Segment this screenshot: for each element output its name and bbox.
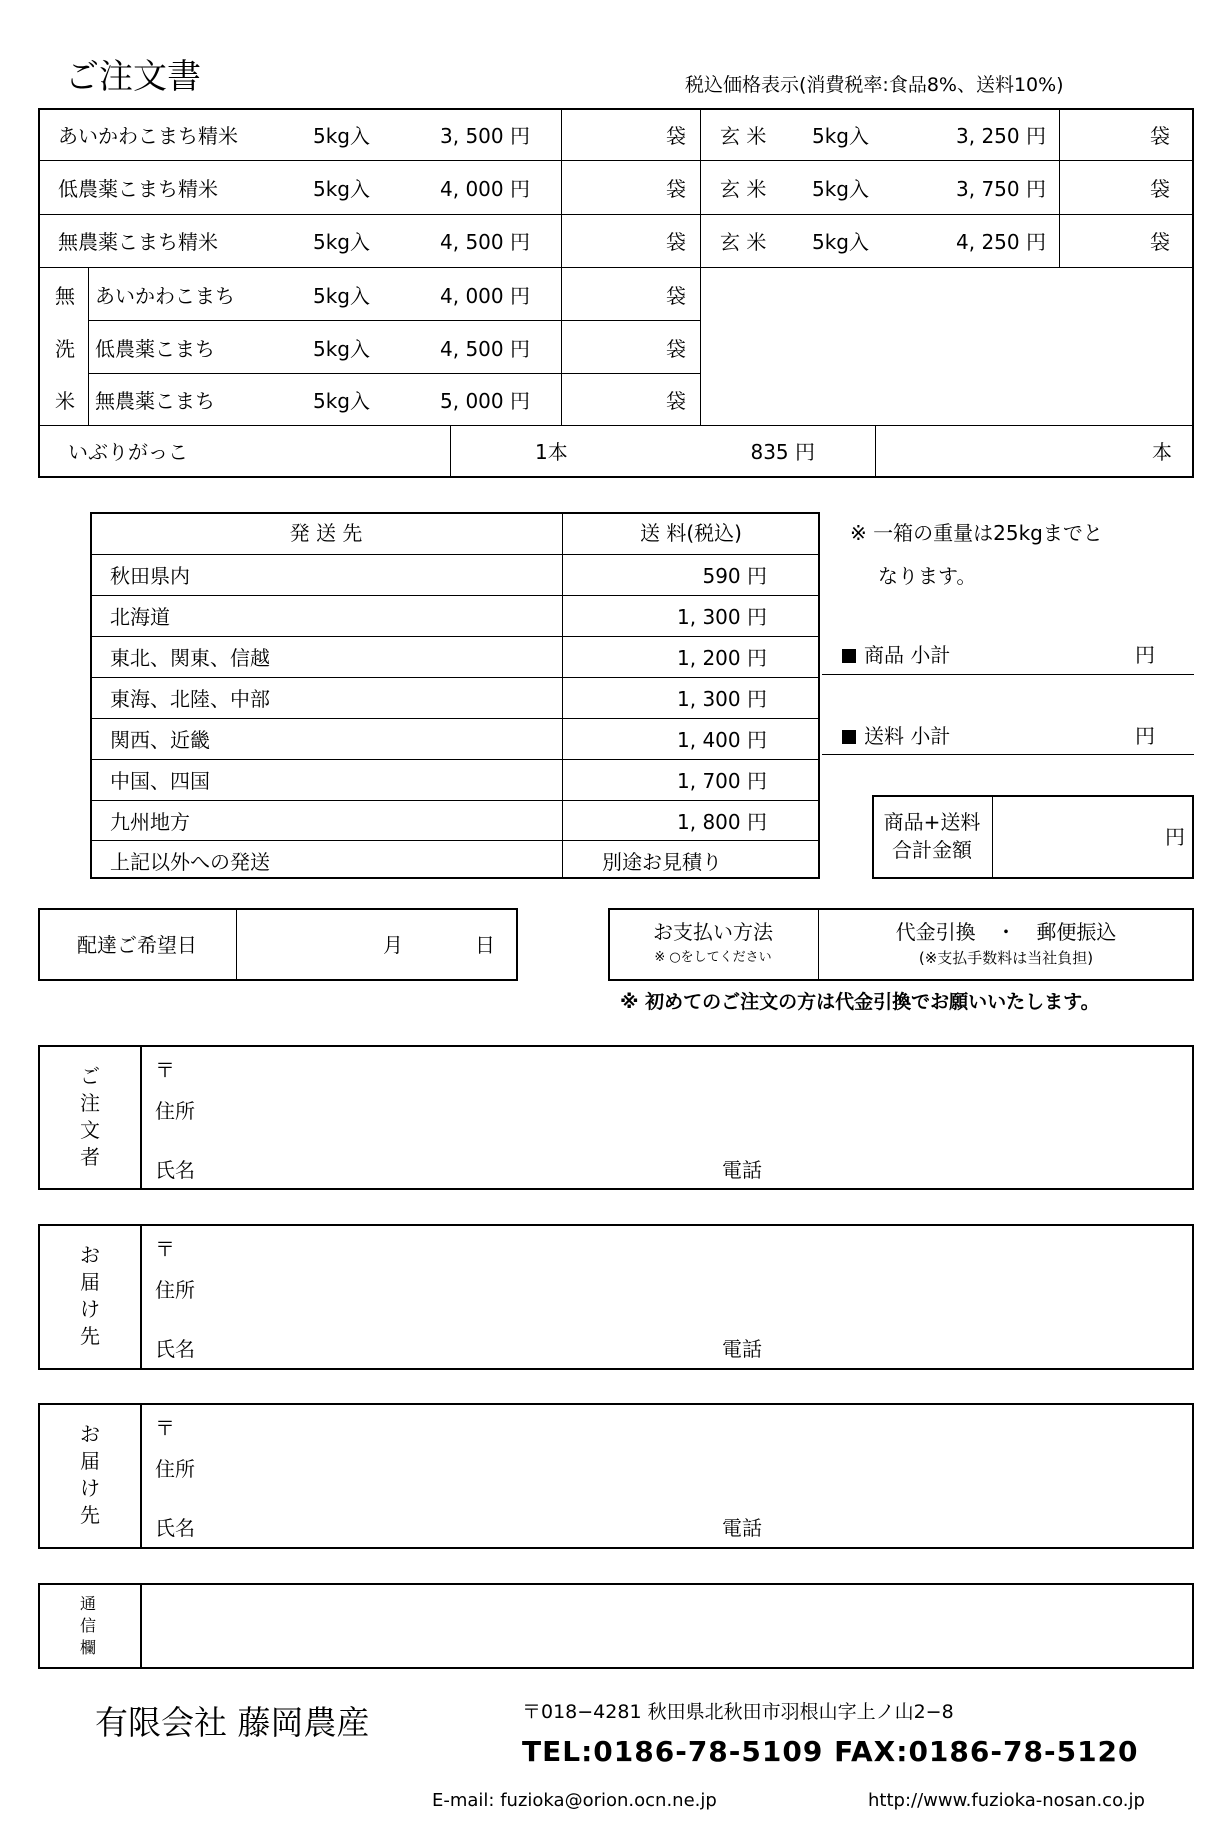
- product-name-seimai-2: 低農薬こまち精米: [58, 177, 218, 201]
- product-size: 5kg入: [812, 124, 870, 148]
- postal-mark: 〒: [155, 1237, 175, 1261]
- shipping-fee: 1, 300 円: [677, 605, 767, 629]
- phone-input[interactable]: [780, 1508, 1170, 1542]
- form-label-char: お: [80, 1422, 100, 1446]
- shipping-subtotal-yen: 円: [1135, 724, 1155, 748]
- name-input[interactable]: [210, 1508, 700, 1542]
- musenmai-label-2: 洗: [55, 337, 75, 361]
- shipping-dest: 中国、四国: [110, 769, 210, 793]
- address-input[interactable]: [210, 1094, 1170, 1128]
- form-label-char: 者: [80, 1145, 100, 1169]
- product-name-genmai-1: 玄 米: [720, 124, 767, 148]
- form-label-char: ご: [80, 1064, 100, 1088]
- address-label: 住所: [155, 1278, 195, 1302]
- square-bullet-icon: [842, 730, 856, 744]
- quantity-input[interactable]: [563, 375, 673, 424]
- payment-options[interactable]: 代金引換 ・ 郵便振込: [895, 920, 1117, 944]
- page-title: ご注文書: [65, 57, 201, 97]
- shipping-dest: 東北、関東、信越: [110, 646, 270, 670]
- total-label-2: 合計金額: [892, 838, 972, 862]
- weight-note: ※ 一箱の重量は25kgまでと: [850, 521, 1103, 545]
- product-size: 5kg入: [313, 230, 371, 254]
- quantity-input[interactable]: [563, 162, 673, 212]
- product-name-genmai-3: 玄 米: [720, 230, 767, 254]
- shipping-fee: 1, 800 円: [677, 810, 767, 834]
- form-label-char: 文: [80, 1118, 100, 1142]
- product-price: 3, 750 円: [956, 177, 1046, 201]
- phone-label: 電話: [722, 1337, 762, 1361]
- shipping-fee: 1, 400 円: [677, 728, 767, 752]
- phone-label: 電話: [722, 1158, 762, 1182]
- phone-input[interactable]: [780, 1329, 1170, 1363]
- total-amount-input[interactable]: [994, 797, 1164, 877]
- payment-label-note: ※ ○をしてください: [654, 950, 772, 965]
- address-label: 住所: [155, 1099, 195, 1123]
- shipping-dest: 北海道: [110, 605, 170, 629]
- company-name: 有限会社 藤岡農産: [95, 1703, 370, 1742]
- comm-label-char: 通: [80, 1594, 97, 1613]
- unit-label: 袋: [666, 177, 686, 201]
- weight-note-2: なります。: [878, 564, 977, 588]
- payment-label: お支払い方法: [653, 920, 773, 944]
- address-input[interactable]: [210, 1273, 1170, 1307]
- name-label: 氏名: [155, 1158, 195, 1182]
- form-label-char: け: [80, 1476, 100, 1500]
- unit-label: 袋: [666, 230, 686, 254]
- delivery-month-input[interactable]: [240, 912, 380, 978]
- product-name-seimai-1: あいかわこまち精米: [58, 124, 238, 148]
- shipping-fee: 1, 300 円: [677, 687, 767, 711]
- shipping-header-fee: 送 料(税込): [640, 521, 742, 545]
- total-yen: 円: [1165, 825, 1185, 849]
- quantity-input[interactable]: [563, 322, 673, 372]
- product-name-musenmai-3: 無農薬こまち: [95, 389, 215, 413]
- name-input[interactable]: [210, 1150, 700, 1184]
- quantity-input[interactable]: [1061, 110, 1151, 158]
- musenmai-label-1: 無: [55, 284, 75, 308]
- musenmai-label-3: 米: [55, 389, 75, 413]
- tax-note: 税込価格表示(消費税率:食品8%、送料10%): [685, 74, 1064, 96]
- product-name-genmai-2: 玄 米: [720, 177, 767, 201]
- name-label: 氏名: [155, 1516, 195, 1540]
- product-price: 5, 000 円: [440, 389, 530, 413]
- unit-label: 袋: [666, 124, 686, 148]
- shipping-header-dest: 発 送 先: [289, 521, 363, 545]
- unit-label: 袋: [1150, 177, 1170, 201]
- product-price: 835 円: [750, 440, 815, 464]
- unit-label: 袋: [1150, 230, 1170, 254]
- product-size: 5kg入: [313, 124, 371, 148]
- address-input[interactable]: [210, 1452, 1170, 1486]
- form-label-char: け: [80, 1297, 100, 1321]
- shipping-fee: 別途お見積り: [602, 850, 722, 874]
- postal-mark: 〒: [155, 1058, 175, 1082]
- name-label: 氏名: [155, 1337, 195, 1361]
- comm-label-char: 欄: [80, 1638, 97, 1657]
- payment-box: [608, 908, 1194, 981]
- comm-label-char: 信: [80, 1616, 97, 1635]
- form-label-char: 届: [80, 1449, 100, 1473]
- shipping-fee: 590 円: [702, 564, 767, 588]
- shipping-dest: 東海、北陸、中部: [110, 687, 270, 711]
- product-name-seimai-3: 無農薬こまち精米: [58, 230, 218, 254]
- product-size: 5kg入: [812, 230, 870, 254]
- product-price: 4, 500 円: [440, 230, 530, 254]
- product-name-musenmai-2: 低農薬こまち: [95, 337, 215, 361]
- shipping-subtotal-label: 送料 小計: [842, 726, 950, 746]
- delivery-date-label: 配達ご希望日: [77, 933, 197, 957]
- form-label-char: 先: [80, 1324, 100, 1348]
- product-name-iburigakko: いぶりがっこ: [68, 440, 188, 464]
- product-price: 4, 000 円: [440, 284, 530, 308]
- quantity-input[interactable]: [563, 110, 673, 158]
- postal-code-input[interactable]: [180, 1054, 580, 1082]
- shipping-dest: 九州地方: [110, 810, 190, 834]
- unit-label: 袋: [666, 284, 686, 308]
- shipping-fee: 1, 200 円: [677, 646, 767, 670]
- website-link[interactable]: http://www.fuzioka-nosan.co.jp: [868, 1790, 1145, 1811]
- form-label-char: 先: [80, 1503, 100, 1527]
- delivery-day-label: 日: [475, 933, 495, 957]
- product-size: 5kg入: [313, 284, 371, 308]
- product-size: 5kg入: [812, 177, 870, 201]
- product-price: 4, 500 円: [440, 337, 530, 361]
- quantity-input[interactable]: [563, 269, 673, 319]
- quantity-input[interactable]: [1061, 162, 1151, 212]
- quantity-input[interactable]: [563, 216, 673, 266]
- unit-label: 袋: [1150, 124, 1170, 148]
- quantity-input[interactable]: [877, 427, 1147, 476]
- address-label: 住所: [155, 1457, 195, 1481]
- payment-options-note: (※支払手数料は当社負担): [918, 949, 1094, 967]
- form-label-char: 届: [80, 1270, 100, 1294]
- postal-mark: 〒: [155, 1416, 175, 1440]
- shipping-dest: 関西、近畿: [110, 728, 210, 752]
- shipping-subtotal-input[interactable]: [990, 720, 1130, 752]
- form-label-char: お: [80, 1243, 100, 1267]
- name-input[interactable]: [210, 1329, 700, 1363]
- shipping-fee: 1, 700 円: [677, 769, 767, 793]
- unit-label: 本: [1152, 440, 1172, 464]
- goods-subtotal-label: 商品 小計: [842, 645, 950, 665]
- product-price: 3, 500 円: [440, 124, 530, 148]
- comm-textarea[interactable]: [144, 1587, 1190, 1665]
- phone-label: 電話: [722, 1516, 762, 1540]
- delivery-month-label: 月: [383, 933, 403, 957]
- delivery-day-input[interactable]: [410, 912, 470, 978]
- product-price: 3, 250 円: [956, 124, 1046, 148]
- phone-input[interactable]: [780, 1150, 1170, 1184]
- product-size: 5kg入: [313, 389, 371, 413]
- company-address: 〒018−4281 秋田県北秋田市羽根山字上ノ山2−8: [522, 1701, 954, 1723]
- form-label-char: 注: [80, 1091, 100, 1115]
- email-link[interactable]: E-mail: fuzioka@orion.ocn.ne.jp: [432, 1790, 717, 1811]
- product-size: 5kg入: [313, 177, 371, 201]
- goods-subtotal-yen: 円: [1135, 643, 1155, 667]
- product-qty: 1本: [535, 440, 568, 464]
- product-size: 5kg入: [313, 337, 371, 361]
- total-label-1: 商品+送料: [883, 810, 981, 834]
- postal-code-input[interactable]: [180, 1233, 580, 1261]
- shipping-dest: 上記以外への発送: [110, 850, 270, 874]
- goods-subtotal-input[interactable]: [990, 640, 1130, 672]
- product-price: 4, 250 円: [956, 230, 1046, 254]
- first-order-note: ※ 初めてのご注文の方は代金引換でお願いいたします。: [620, 991, 1100, 1013]
- shipping-dest: 秋田県内: [110, 564, 190, 588]
- square-bullet-icon: [842, 649, 856, 663]
- tel-fax: TEL:0186-78-5109 FAX:0186-78-5120: [522, 1735, 1139, 1768]
- unit-label: 袋: [666, 337, 686, 361]
- product-name-musenmai-1: あいかわこまち: [95, 284, 235, 308]
- quantity-input[interactable]: [1061, 216, 1151, 266]
- product-price: 4, 000 円: [440, 177, 530, 201]
- postal-code-input[interactable]: [180, 1412, 580, 1440]
- unit-label: 袋: [666, 389, 686, 413]
